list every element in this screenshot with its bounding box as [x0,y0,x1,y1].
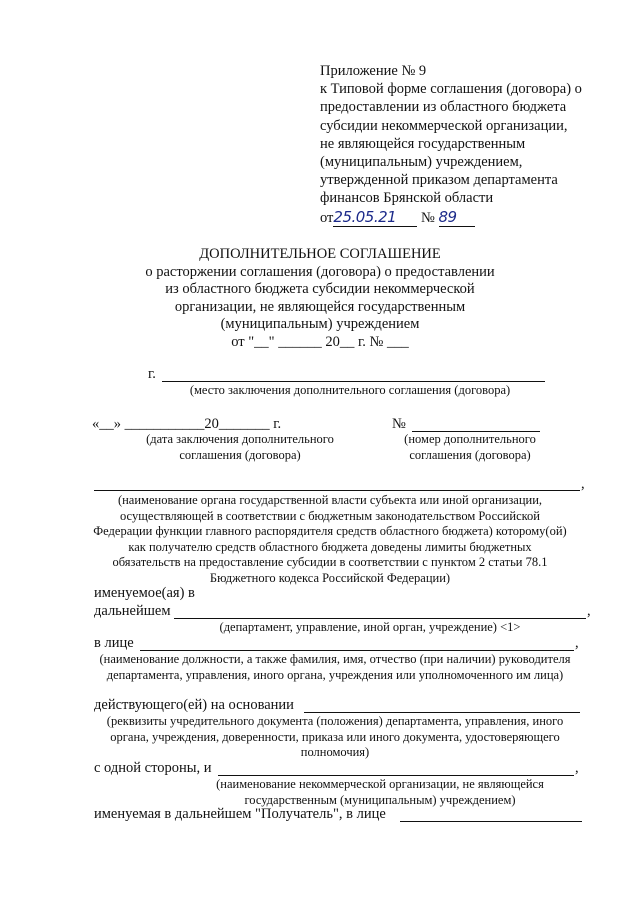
caption-line: департамента, управления, иного органа, учреждения или уполномоченного им лица) [106,667,564,682]
caption-line: (реквизиты учредительного документа (положения) департамента, управления, иного [106,714,564,728]
basis-label: действующего(ей) на основании [94,697,294,713]
appendix-date-row [320,208,582,227]
basis-field[interactable] [304,712,580,713]
appendix-line: предоставлении из областного бюджета [320,99,567,116]
number-label: № [392,416,406,432]
caption-line: осуществляющей в соответствии с бюджетным законодательством Российской [120,508,540,523]
title-date-line: от "__" ______ 20__ г. № ___ [231,333,409,350]
title-line: организации, не являющейся государственным [174,298,466,315]
place-field[interactable] [162,381,545,382]
appendix-line: финансов Брянской области [320,190,494,207]
organ-field[interactable] [94,490,580,491]
recipient-field[interactable] [400,821,582,822]
person-caption [70,652,600,683]
caption-line: соглашения (договора) [409,447,531,462]
side-caption [170,777,590,808]
named-field[interactable] [174,618,586,619]
appendix-line: Приложение № 9 [320,63,427,79]
title-line: о расторжении соглашения (договора) о предоставлении [145,263,495,280]
appendix-line: к Типовой форме соглашения (договора) о [320,81,582,98]
person-comma: , [575,635,579,651]
date-caption [120,432,360,463]
place-caption: (место заключения дополнительного соглашения (договора) [189,383,511,397]
caption-line: Бюджетного кодекса Российской Федерации) [209,570,451,585]
caption-line: (наименование некоммерческой организации, не являющейся [216,777,544,791]
appendix-line: утвержденной приказом департамента [320,172,558,189]
caption-line: обязательств на предоставление субсидии в соответствии с пунктом 2 статьи 78.1 [112,555,548,569]
person-field[interactable] [140,650,574,651]
title-block [0,246,640,351]
caption-line: (наименование органа государственной власти субъекта или иной организации, [117,493,543,507]
organ-caption [60,493,600,586]
appendix-num-label: № [421,209,435,226]
recipient-label: именуемая в дальнейшем "Получатель", в лице [94,806,386,822]
named-caption: (департамент, управление, иной орган, учреждение) <1> [219,620,521,634]
basis-caption [80,714,590,761]
title-line: из областного бюджета субсидии некоммерческой [165,281,475,297]
caption-line: (дата заключения дополнительного [146,432,334,446]
title-line: (муниципальным) учреждением [220,316,420,332]
appendix-line: (муниципальным) учреждением, [320,154,523,171]
side-field[interactable] [218,775,574,776]
number-caption [370,432,570,463]
caption-line: государственным (муниципальным) учреждением) [244,792,516,807]
handwritten-number: 89 [439,208,475,227]
handwritten-date: 25.05.21 [333,208,417,227]
appendix-line: не являющейся государственным [320,135,526,152]
caption-line: полномочия) [300,745,370,759]
appendix-ot-label: от [320,209,334,226]
side-label: с одной стороны, и [94,760,212,776]
named-line2: дальнейшем [94,603,171,619]
caption-line: (номер дополнительного [404,432,536,446]
caption-line: как получателю средств областного бюджета доведены лимиты бюджетных [128,539,532,554]
place-prefix: г. [148,366,156,382]
appendix-line: субсидии некоммерческой организации, [320,117,568,134]
named-line1: именуемое(ая) в [94,585,195,601]
date-field[interactable]: «__» ___________20_______ г. [92,416,282,432]
caption-line: (наименование должности, а также фамилия, имя, отчество (при наличии) руководителя [99,652,571,666]
caption-line: Федерации функции главного распорядителя средств областного бюджета) которому(ой) [93,524,567,538]
person-label: в лице [94,635,134,651]
caption-line: органа, учреждения, доверенности, приказа или иного документа, удостоверяющего [110,729,560,744]
side-comma: , [575,760,579,776]
named-comma: , [587,603,591,619]
appendix-block [320,62,582,227]
caption-line: соглашения (договора) [179,447,301,462]
title-heading: ДОПОЛНИТЕЛЬНОЕ СОГЛАШЕНИЕ [199,246,441,262]
organ-comma: , [581,476,585,492]
